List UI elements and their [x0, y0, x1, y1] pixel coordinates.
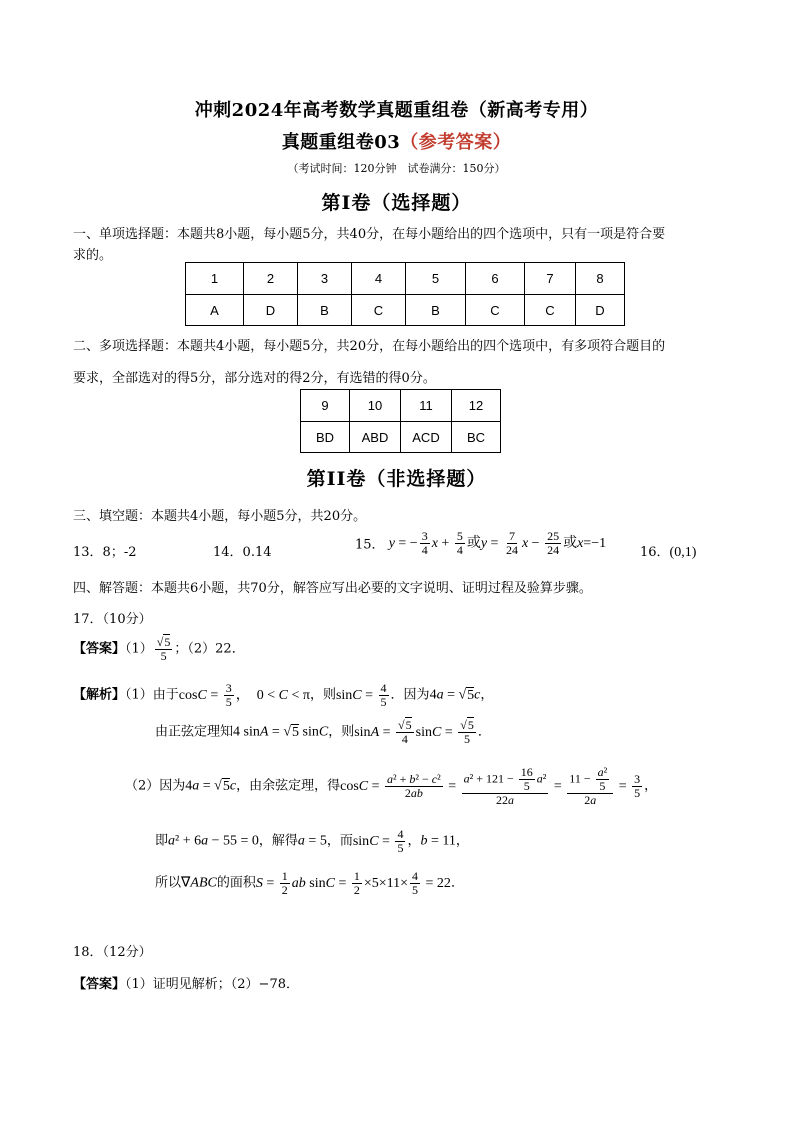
table-cell: BD — [301, 422, 350, 453]
text: 所以 — [155, 875, 182, 891]
text: ．因为 — [390, 687, 430, 703]
text: ，而 — [326, 833, 353, 849]
table-cell: 2 — [244, 263, 298, 295]
q16-label: 16． — [640, 545, 670, 560]
answer-tag: 【答案】 — [73, 641, 126, 657]
table-cell: 6 — [466, 263, 525, 295]
text: （2）因为 — [125, 778, 186, 794]
answer-tag: 【答案】 — [73, 977, 126, 992]
table-cell: D — [244, 295, 298, 326]
table-cell: C — [466, 295, 525, 326]
q17-analysis-line3: （2）因为4a = √5c，由余弦定理，得cosC = $\frac{\text{a² + b² − c²}}{2ab}$ = a² + 121 − $\frac{16}{5}$ a² 22a = 11 − $\frac{\text{a²}}{5}$ 2a = $\frac{3}{5}$ ， — [125, 765, 658, 807]
exam-info: （考试时间：120分钟 试卷满分：150分） — [287, 162, 506, 175]
q18-label: 18．（12分） — [73, 945, 152, 960]
single-choice-intro: 一、单项选择题：本题共8小题，每小题5分，共40分，在每小题给出的四个选项中，只有一项是符合要 — [73, 227, 666, 242]
page-title: 冲刺2024年高考数学真题重组卷（新高考专用） — [194, 100, 599, 121]
text: ，则 — [328, 724, 355, 740]
answer-q14: 14．0.14 — [213, 545, 272, 560]
table-cell: ACD — [401, 422, 452, 453]
text: 即 — [155, 833, 169, 849]
single-choice-intro-cont: 求的。 — [73, 248, 113, 263]
q17-analysis-line2: 由正弦定理知4 sinA = √5 sinC，则sinA = $\frac{√5}{4}$ sinC = $\frac{√5}{5}$ ． — [155, 718, 491, 746]
q17-answer-1: （1） — [125, 641, 153, 657]
table-row — [186, 295, 625, 326]
q17-label: 17．（10分） — [73, 612, 152, 627]
table-cell: 8 — [576, 263, 625, 295]
table-cell: 12 — [452, 390, 501, 422]
q15-formula: y = − $\frac{3}{4}$ x + $\frac{5}{4}$ 或y = $\frac{7}{24}$ x − $\frac{25}{24}$ 或x=−1 — [388, 529, 607, 557]
table-cell: C — [525, 295, 576, 326]
table-cell: ABD — [350, 422, 401, 453]
text: ， — [407, 833, 421, 849]
table-cell: 7 — [525, 263, 576, 295]
q17-analysis-line1: 【解析】（1）由于cosC = $\frac{3}{5}$ ， 0 < C < π，则sinC = $\frac{4}{5}$ ．因为4a = √5c， — [73, 681, 494, 709]
table-cell: 5 — [406, 263, 466, 295]
table-row — [301, 390, 501, 422]
q18-answer — [73, 973, 299, 992]
table-row — [186, 263, 625, 295]
q17-answer: 【答案】（1） $\frac{√5}{5}$ ；（2）22． — [73, 635, 245, 663]
multi-choice-intro-cont: 要求，全部选对的得5分，部分选对的得2分，有选错的得0分。 — [73, 371, 436, 386]
subtitle-main: 真题重组卷03 — [281, 132, 401, 153]
table-cell: 10 — [350, 390, 401, 422]
table-cell: B — [298, 295, 352, 326]
table-cell: 1 — [186, 263, 244, 295]
multi-choice-answer-table — [300, 389, 501, 453]
analysis-tag: 【解析】 — [73, 687, 126, 703]
text: 的面积 — [216, 875, 256, 891]
q15-label: 15． — [355, 537, 385, 553]
table-row — [301, 422, 501, 453]
page-subtitle — [0, 128, 793, 154]
q16-value: (0,1) — [669, 545, 697, 560]
part2-heading: 第II卷（非选择题） — [306, 468, 487, 490]
single-choice-answer-table — [185, 262, 625, 326]
table-cell: 11 — [401, 390, 452, 422]
q18-answer-text: （1）证明见解析；（2）−78． — [125, 977, 299, 992]
text: ，由余弦定理，得 — [236, 778, 341, 794]
table-cell: 4 — [352, 263, 406, 295]
table-cell: C — [352, 295, 406, 326]
subtitle-tag: （参考答案） — [400, 132, 512, 153]
table-cell: A — [186, 295, 244, 326]
answer-q16 — [640, 541, 696, 561]
q17-analysis-line5: 所以∇ABC的面积S = $\frac{1}{2}$ ab sinC = $\frac{1}{2}$ ×5×11× $\frac{4}{5}$ = 22． — [155, 869, 464, 897]
q17-analysis-line4: 即a² + 6a − 55 = 0，解得a = 5，而sinC = $\frac{4}{5}$ ，b = 11， — [155, 827, 469, 855]
table-cell: B — [406, 295, 466, 326]
text: （1）由于 — [125, 687, 179, 703]
text: ，解得 — [258, 833, 298, 849]
part1-heading: 第I卷（选择题） — [321, 192, 472, 214]
solve-intro: 四、解答题：本题共6小题，共70分，解答应写出必要的文字说明、证明过程及验算步骤。 — [73, 581, 592, 596]
answer-q13: 13．8；-2 — [73, 545, 137, 560]
q17-answer-2: ；（2）22． — [174, 641, 245, 657]
table-cell: 9 — [301, 390, 350, 422]
multi-choice-intro: 二、多项选择题：本题共4小题，每小题5分，共20分，在每小题给出的四个选项中，有多项符合题目的 — [73, 339, 666, 354]
text: 由正弦定理知 — [155, 724, 234, 740]
fill-intro: 三、填空题：本题共4小题，每小题5分，共20分。 — [73, 509, 367, 524]
answer-q15 — [355, 530, 606, 557]
table-cell: D — [576, 295, 625, 326]
text: ，则 — [309, 687, 336, 703]
table-cell: 3 — [298, 263, 352, 295]
table-cell: BC — [452, 422, 501, 453]
